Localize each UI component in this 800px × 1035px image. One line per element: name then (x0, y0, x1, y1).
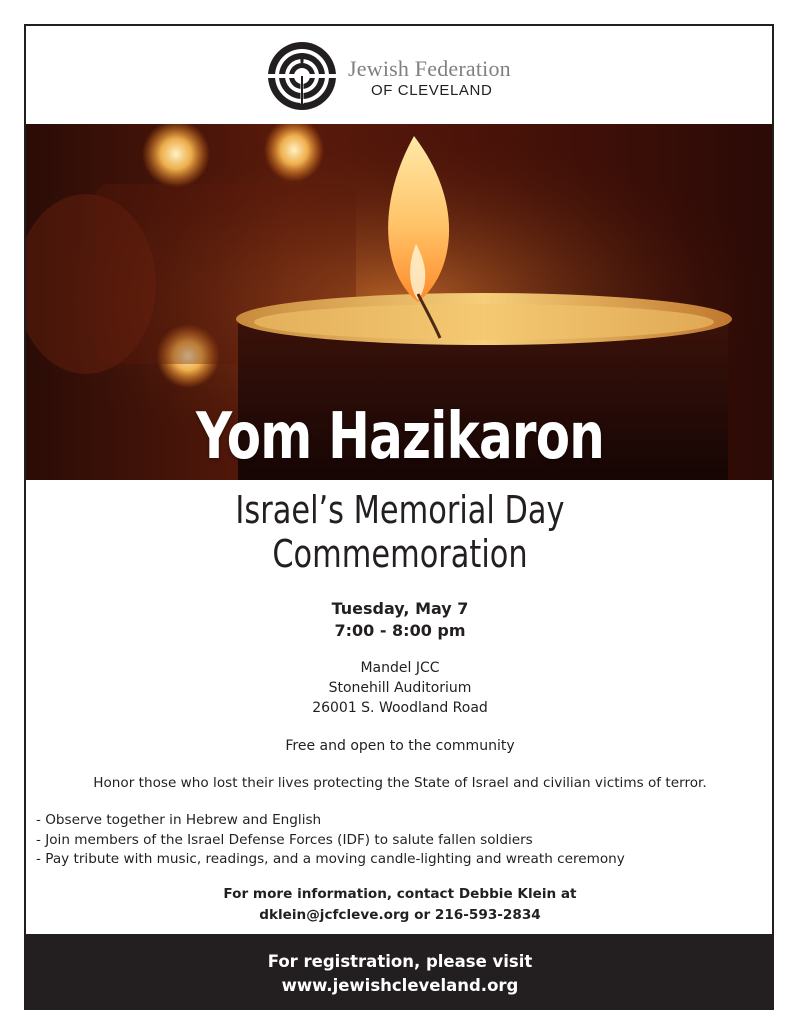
registration-text: For registration, please visit (267, 952, 533, 971)
event-subtitle (101, 488, 699, 576)
registration-footer (26, 934, 774, 1010)
activity-item: - Pay tribute with music, readings, and a moving candle-lighting and wreath ceremony (36, 851, 625, 867)
venue-name: Mandel JCC (360, 660, 440, 676)
candle-photo (26, 124, 774, 480)
logo-org-name: Jewish Federation (348, 56, 511, 81)
event-date: Tuesday, May 7 (331, 599, 469, 618)
event-title: Yom Hazikaron (195, 400, 605, 474)
registration-url: www.jewishcleveland.org (281, 976, 519, 995)
activity-item: - Observe together in Hebrew and English (36, 812, 322, 828)
venue-address: 26001 S. Woodland Road (312, 700, 488, 716)
subtitle-line-2: Commemoration (272, 532, 528, 576)
activity-item: - Join members of the Israel Defense Forces (IDF) to salute fallen soldiers (36, 831, 533, 848)
contact-line-1: For more information, contact Debbie Klein at (223, 886, 577, 902)
event-datetime (26, 598, 774, 642)
activities-list (36, 811, 766, 870)
menorah-circle-logo-icon (266, 38, 342, 114)
event-venue (26, 658, 774, 718)
logo-org-location: OF CLEVELAND (371, 82, 493, 99)
event-description: Honor those who lost their lives protecting the State of Israel and civilian victims of terror. (93, 775, 707, 791)
subtitle-line-1: Israel’s Memorial Day (235, 488, 565, 532)
event-time: 7:00 - 8:00 pm (334, 621, 466, 640)
contact-line-2: dklein@jcfcleve.org or 216-593-2834 (259, 907, 541, 923)
venue-room: Stonehill Auditorium (328, 680, 472, 696)
admission-note: Free and open to the community (285, 738, 515, 754)
contact-info (26, 884, 774, 926)
organization-logo (266, 38, 566, 118)
flyer (24, 24, 774, 1010)
